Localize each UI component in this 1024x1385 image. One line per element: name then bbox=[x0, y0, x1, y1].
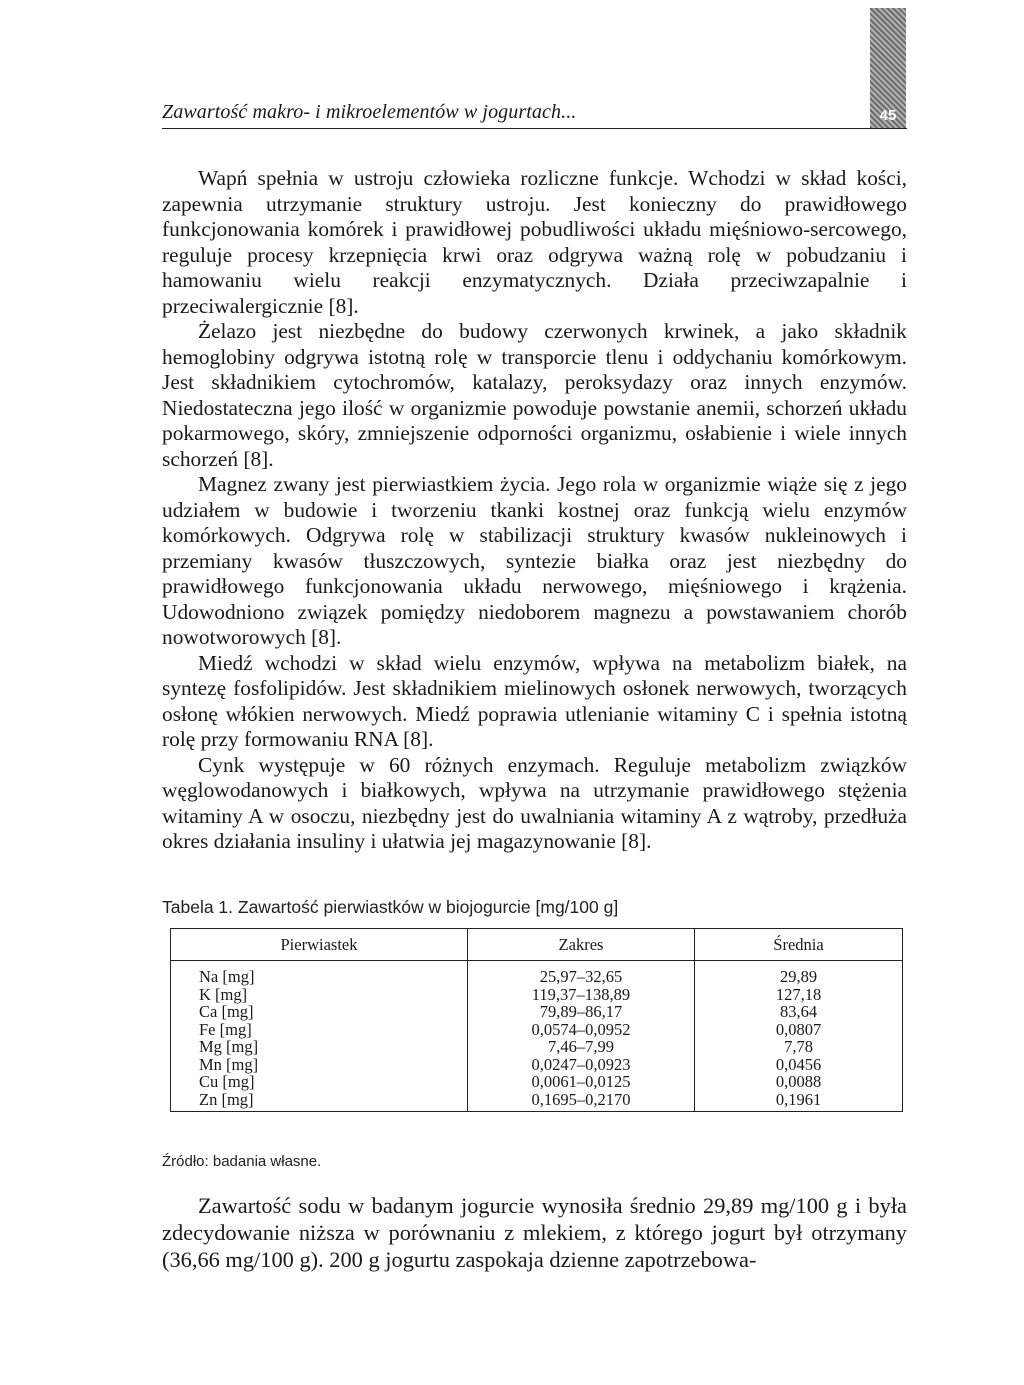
header-mean: Średnia bbox=[695, 929, 903, 961]
table-row bbox=[171, 1038, 903, 1056]
cell-element: Mg [mg] bbox=[171, 1038, 468, 1056]
cell-mean: 29,89 bbox=[695, 961, 903, 986]
table-row bbox=[171, 961, 903, 986]
cell-range: 7,46–7,99 bbox=[468, 1038, 695, 1056]
cell-range: 0,0574–0,0952 bbox=[468, 1021, 695, 1039]
cell-range: 0,1695–0,2170 bbox=[468, 1091, 695, 1112]
cell-element: K [mg] bbox=[171, 986, 468, 1004]
paragraph-iron: Żelazo jest niezbędne do budowy czerwonych krwinek, a jako składnik hemoglobiny odgrywa istotną rolę w transporcie tlenu i oddychaniu komórkowym. Jest składnikiem cytochromów, katalazy, peroksydazy oraz innych enzymów. Niedostateczna jego ilość w organizmie powoduje powstanie anemii, schorzeń układu pokarmowego, skóry, zmniejszenie odporności organizmu, osłabienie i wiele innych schorzeń [8]. bbox=[162, 319, 907, 471]
paragraph-calcium: Wapń spełnia w ustroju człowieka rozliczne funkcje. Wchodzi w skład kości, zapewnia utrzymanie struktury ustroju. Jest konieczny do prawidłowego funkcjonowania komórek i prawidłowej pobudliwości układu mięśniowo-sercowego, reguluje procesy krzepnięcia krwi oraz odgrywa ważną rolę w pobudzaniu i hamowaniu wielu reakcji enzymatycznych. Działa przeciwzapalnie i przeciwalergicznie [8]. bbox=[162, 166, 907, 318]
table-row bbox=[171, 1091, 903, 1112]
cell-element: Cu [mg] bbox=[171, 1073, 468, 1091]
cell-element: Mn [mg] bbox=[171, 1056, 468, 1074]
cell-range: 119,37–138,89 bbox=[468, 986, 695, 1004]
cell-element: Na [mg] bbox=[171, 961, 468, 986]
cell-element: Zn [mg] bbox=[171, 1091, 468, 1112]
running-header-title: Zawartość makro- i mikroelementów w jogurtach... bbox=[162, 101, 577, 123]
table-header-row bbox=[171, 929, 903, 961]
table-caption: Tabela 1. Zawartość pierwiastków w biojogurcie [mg/100 g] bbox=[162, 897, 619, 917]
table-row bbox=[171, 1056, 903, 1074]
body-text bbox=[162, 166, 907, 855]
cell-mean: 83,64 bbox=[695, 1003, 903, 1021]
cell-range: 0,0061–0,0125 bbox=[468, 1073, 695, 1091]
table-row bbox=[171, 986, 903, 1004]
cell-mean: 7,78 bbox=[695, 1038, 903, 1056]
cell-mean: 0,0807 bbox=[695, 1021, 903, 1039]
cell-range: 25,97–32,65 bbox=[468, 961, 695, 986]
cell-element: Ca [mg] bbox=[171, 1003, 468, 1021]
cell-mean: 127,18 bbox=[695, 986, 903, 1004]
running-header bbox=[162, 86, 907, 129]
paragraph-magnesium: Magnez zwany jest pierwiastkiem życia. Jego rola w organizmie wiąże się z jego udziałem w budowie i tworzeniu tkanki kostnej oraz funkcją wielu enzymów komórkowych. Odgrywa rolę w stabilizacji struktury kwasów nukleinowych i przemiany kwasów tłuszczowych, syntezie białka oraz jest niezbędny do prawidłowego funkcjonowania układu nerwowego, mięśniowego i krążenia. Udowodniono związek pomiędzy niedoborem magnezu a powstawaniem chorób nowotworowych [8]. bbox=[162, 472, 907, 649]
page-number-tab bbox=[870, 8, 906, 128]
page-number: 45 bbox=[879, 107, 897, 124]
cell-element: Fe [mg] bbox=[171, 1021, 468, 1039]
table-row bbox=[171, 1021, 903, 1039]
paragraph-zinc: Cynk występuje w 60 różnych enzymach. Reguluje metabolizm związków węglowodanowych i białkowych, wpływa na utrzymanie prawidłowego stężenia witaminy A w osoczu, niezbędny jest do uwalniania witaminy A z wątroby, przedłuża okres działania insuliny i ułatwia jej magazynowanie [8]. bbox=[162, 752, 907, 853]
header-element: Pierwiastek bbox=[171, 929, 468, 961]
paragraph-sodium: Zawartość sodu w badanym jogurcie wynosiła średnio 29,89 mg/100 g i była zdecydowanie niższa w porównaniu z mlekiem, z którego jogurt był otrzymany (36,66 mg/100 g). 200 g jogurtu zaspokaja dzienne zapotrzebowa- bbox=[162, 1193, 907, 1272]
cell-mean: 0,1961 bbox=[695, 1091, 903, 1112]
body-text-continued bbox=[162, 1192, 907, 1273]
element-content-table bbox=[170, 928, 903, 1112]
table-source-note: Źródło: badania własne. bbox=[162, 1153, 322, 1170]
header-range: Zakres bbox=[468, 929, 695, 961]
cell-range: 79,89–86,17 bbox=[468, 1003, 695, 1021]
table-row bbox=[171, 1003, 903, 1021]
cell-range: 0,0247–0,0923 bbox=[468, 1056, 695, 1074]
cell-mean: 0,0456 bbox=[695, 1056, 903, 1074]
paragraph-copper: Miedź wchodzi w skład wielu enzymów, wpływa na metabolizm białek, na syntezę fosfolipidów. Jest składnikiem mielinowych osłonek nerwowych, tworzących osłonę włókien nerwowych. Miedź poprawia utlenianie witaminy C i spełnia istotną rolę przy formowaniu RNA [8]. bbox=[162, 650, 907, 751]
table-row bbox=[171, 1073, 903, 1091]
cell-mean: 0,0088 bbox=[695, 1073, 903, 1091]
